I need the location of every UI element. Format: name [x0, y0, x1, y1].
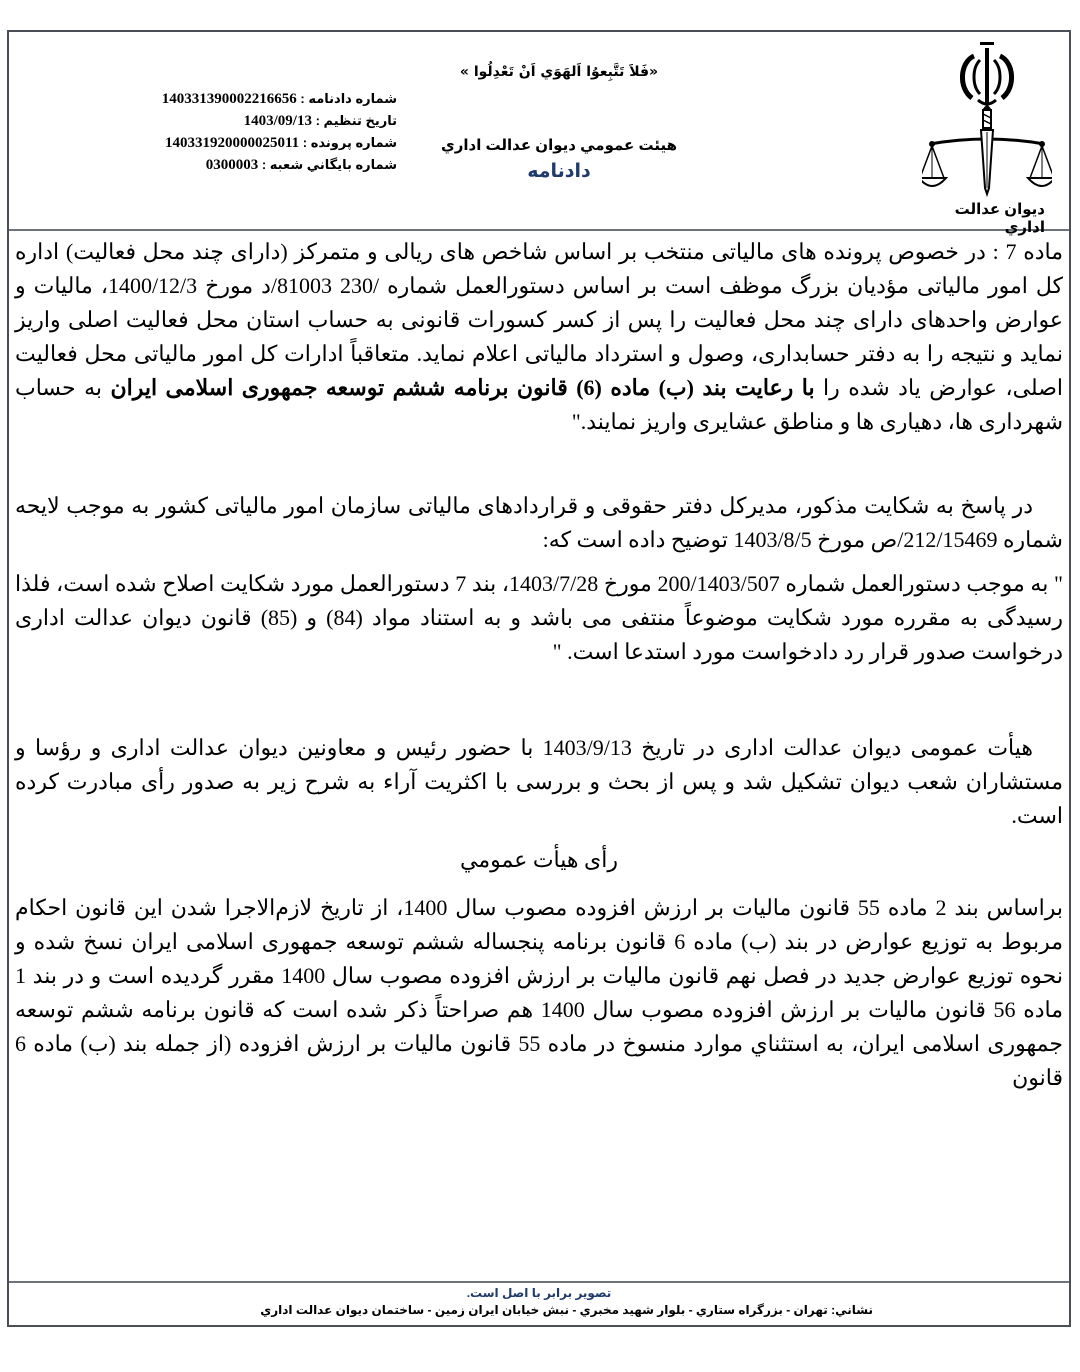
meta-branch-archive-number — [97, 154, 397, 176]
document-body — [9, 231, 1069, 1285]
meta-label: شماره پرونده : — [302, 135, 397, 150]
meta-value: 0300003 — [205, 157, 259, 173]
certified-copy-note: تصوير برابر با اصل است. — [466, 1286, 612, 1300]
document-header — [9, 32, 1069, 236]
quran-verse: «فَلاَ تَتَّبِعوُا اَلهَوَي اَنْ تَعْدِلُوا » — [459, 64, 659, 80]
meta-issue-date — [97, 110, 397, 132]
emblem-caption: ديوان عدالت اداري — [954, 201, 1045, 236]
meta-judgment-number — [97, 88, 397, 110]
court-emblem — [917, 38, 1057, 236]
meta-case-number — [97, 132, 397, 154]
paragraph-ruling: براساس بند 2 ماده 55 قانون مالیات بر ارزش افزوده مصوب سال 1400، از تاریخ لازم‌الاجرا شدن این قانون احکام مربوط به توزیع عوارض در بند (ب) ماده 6 قانون برنامه پنجساله ششم توسعه جمهوری اسلامی ایران نسخ شده و نحوه توزیع عوارض جدید در فصل نهم قانون مالیات بر ارزش افزوده مصوب سال 1400 مقرر گردیده است و در بند 1 ماده 56 قانون مالیات بر ارزش افزوده مصوب سال 1400 هم صراحتاً ذکر شده است که قانون برنامه ششم توسعه جمهوری اسلامی ایران، به استثناي موارد منسوخ در ماده 55 قانون مالیات بر ارزش افزوده (از جمله بند (ب) ماده 6 قانون — [15, 895, 1064, 1090]
meta-label: شماره بايگاني شعبه : — [261, 157, 397, 172]
document-footer — [9, 1281, 1069, 1325]
court-address: نشاني: تهران - بزرگراه ستاري - بلوار شهيد مخبري - نبش خيابان ايران زمين - ساختمان ديوان عدالت اداري — [260, 1303, 873, 1317]
meta-label: شماره دادنامه : — [300, 91, 397, 106]
article-7-bold-text: با رعایت بند (ب) ماده (6) قانون برنامه ششم توسعه جمهوری اسلامی ایران — [110, 375, 815, 400]
ruling-heading: رأی هیأت عمومي — [460, 847, 618, 872]
document-frame — [7, 30, 1071, 1327]
meta-value: 1403/09/13 — [243, 113, 312, 129]
meta-value: 140331390002216656 — [161, 91, 297, 107]
meta-value: 140331920000025011 — [164, 135, 300, 151]
scales-of-justice-emblem-icon — [922, 38, 1052, 198]
court-title: هيئت عمومي ديوان عدالت اداري — [441, 137, 677, 154]
document-title: دادنامه — [527, 161, 591, 182]
document-meta — [97, 88, 397, 176]
article-7-text: ماده 7 : در خصوص پرونده های مالیاتی منتخب بر اساس شاخص های ریالی و متمرکز (دارای چند محل فعالیت) اداره کل امور مالیاتی مؤدیان بزرگ موظف است بر اساس دستورالعمل شماره /230 81003/د مورخ 1400/12/3، مالیات و عوارض واحدهای دارای چند محل فعالیت را پس از کسر کسورات قانونی به حساب استان محل فعالیت اصلی واریز نماید و نتیجه را به دفتر حسابداری، وصول و استرداد مالیاتی اعلام نماید. متعاقباً ادارات کل امور مالیاتی محل فعالیت اصلی، عوارض یاد شده را — [15, 239, 1064, 400]
paragraph-response: در پاسخ به شکایت مذکور، مدیرکل دفتر حقوقی و قراردادهای مالیاتی سازمان امور مالیاتی کشور به موجب لایحه شماره 212/15469/ص مورخ 1403/8/5 توضیح داده است که: — [15, 493, 1063, 552]
paragraph-general-board-session: هیأت عمومی دیوان عدالت اداری در تاریخ 1403/9/13 با حضور رئیس و معاونین دیوان عدالت اداری و رؤسا و مستشاران شعب دیوان تشکیل شد و پس از بحث و بررسی با اکثریت آراء به شرح زیر به صدور رأی مبادرت کرده است. — [15, 735, 1063, 828]
paragraph-quoted-defense: " به موجب دستورالعمل شماره 200/1403/507 مورخ 1403/7/28، بند 7 دستورالعمل مورد شکایت اصلاح شده است، فلذا رسیدگی به مقرره مورد شکایت موضوعاً منتفی می باشد و به استناد مواد (84) و (85) قانون دیوان عدالت اداری درخواست صدور قرار رد دادخواست مورد استدعا است. " — [15, 571, 1063, 664]
meta-label: تاريخ تنظيم : — [315, 113, 397, 128]
paragraph-article-7 — [15, 235, 1063, 439]
article-7-ending: به حساب شهرداری ها، دهیاری ها و مناطق عشایری واریز نمایند." — [15, 375, 1063, 434]
